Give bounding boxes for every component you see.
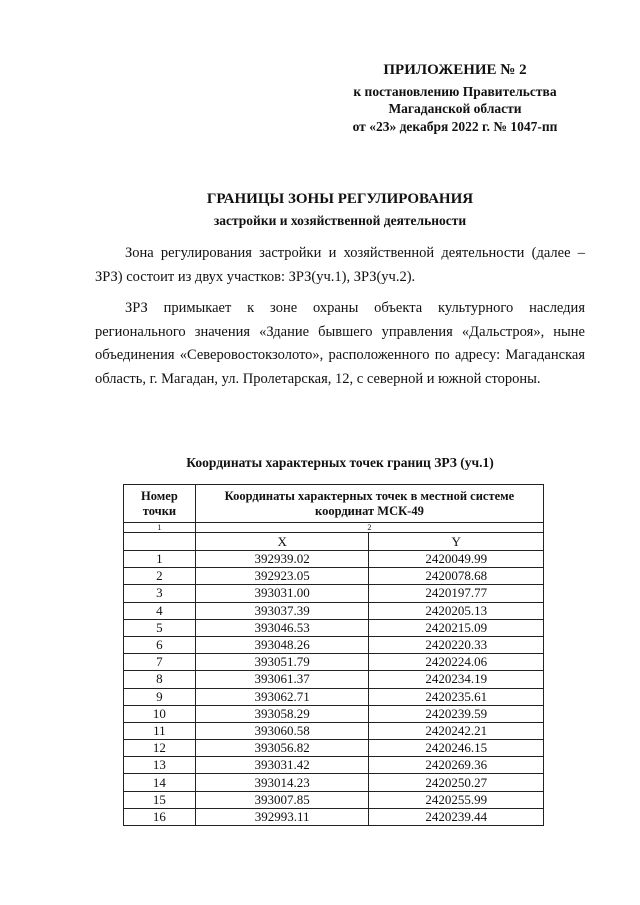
table-row <box>124 636 544 653</box>
column-number-1: 1 <box>124 523 196 533</box>
y-coordinate-cell: 2420269.36 <box>369 757 544 774</box>
appendix-line-2: Магаданской области <box>388 101 522 116</box>
table-header-row <box>124 485 544 523</box>
x-coordinate-cell: 393007.85 <box>195 791 369 808</box>
x-coordinate-cell: 393037.39 <box>195 602 369 619</box>
title-main: ГРАНИЦЫ ЗОНЫ РЕГУЛИРОВАНИЯ <box>206 191 474 207</box>
table-row <box>124 791 544 808</box>
y-coordinate-cell: 2420246.15 <box>369 740 544 757</box>
axis-x-label: X <box>195 533 369 551</box>
table-row <box>124 740 544 757</box>
y-coordinate-cell: 2420220.33 <box>369 636 544 653</box>
point-number-cell: 9 <box>124 688 196 705</box>
x-coordinate-cell: 393056.82 <box>195 740 369 757</box>
y-coordinate-cell: 2420205.13 <box>369 602 544 619</box>
y-coordinate-cell: 2420215.09 <box>369 619 544 636</box>
appendix-line-1: к постановлению Правительства <box>353 83 557 99</box>
table-row <box>124 585 544 602</box>
point-number-cell: 5 <box>124 619 196 636</box>
point-number-cell: 6 <box>124 636 196 653</box>
y-coordinate-cell: 2420239.44 <box>369 808 544 825</box>
point-number-cell: 16 <box>124 808 196 825</box>
x-coordinate-cell: 393031.42 <box>195 757 369 774</box>
y-coordinate-cell: 2420234.19 <box>369 671 544 688</box>
table-row <box>124 757 544 774</box>
y-coordinate-cell: 2420224.06 <box>369 654 544 671</box>
point-number-cell: 12 <box>124 740 196 757</box>
table-row <box>124 654 544 671</box>
x-coordinate-cell: 392993.11 <box>195 808 369 825</box>
point-number-cell: 10 <box>124 705 196 722</box>
paragraph-2: ЗРЗ примыкает к зоне охраны объекта культурного наследия регионального значения «Здание бывшего управления «Дальстроя», ныне объединения «Северовостокзолото», расположенного по адресу: Магаданская область, г. Магадан, ул. Пролетарская, 12, с северной и южной стороны. <box>95 300 585 387</box>
point-number-cell: 15 <box>124 791 196 808</box>
y-coordinate-cell: 2420242.21 <box>369 722 544 739</box>
x-coordinate-cell: 393058.29 <box>195 705 369 722</box>
table-row <box>124 808 544 825</box>
table-caption: Координаты характерных точек границ ЗРЗ (уч.1) <box>186 455 494 470</box>
axis-y-label: Y <box>369 533 544 551</box>
x-coordinate-cell: 393060.58 <box>195 722 369 739</box>
x-coordinate-cell: 393046.53 <box>195 619 369 636</box>
table-row <box>124 551 544 568</box>
appendix-block <box>320 62 590 135</box>
point-number-cell: 7 <box>124 654 196 671</box>
point-number-cell: 13 <box>124 757 196 774</box>
table-row <box>124 722 544 739</box>
point-number-cell: 11 <box>124 722 196 739</box>
y-coordinate-cell: 2420239.59 <box>369 705 544 722</box>
y-coordinate-cell: 2420235.61 <box>369 688 544 705</box>
table-row <box>124 619 544 636</box>
table-row <box>124 688 544 705</box>
column-number-2: 2 <box>195 523 543 533</box>
point-number-cell: 1 <box>124 551 196 568</box>
table-row <box>124 602 544 619</box>
table-row <box>124 671 544 688</box>
y-coordinate-cell: 2420250.27 <box>369 774 544 791</box>
header-point-number: Номер точки <box>124 485 196 523</box>
coordinates-table <box>123 484 544 826</box>
appendix-heading: ПРИЛОЖЕНИЕ № 2 <box>383 62 527 78</box>
body-text <box>95 242 585 399</box>
point-number-cell: 8 <box>124 671 196 688</box>
title-sub: застройки и хозяйственной деятельности <box>213 213 467 228</box>
point-number-cell: 4 <box>124 602 196 619</box>
point-number-cell: 14 <box>124 774 196 791</box>
x-coordinate-cell: 393051.79 <box>195 654 369 671</box>
table-row <box>124 568 544 585</box>
axes-blank-cell <box>124 533 196 551</box>
point-number-cell: 2 <box>124 568 196 585</box>
paragraph-1: Зона регулирования застройки и хозяйственной деятельности (далее – ЗРЗ) состоит из двух участков: ЗРЗ(уч.1), ЗРЗ(уч.2). <box>95 245 585 285</box>
axes-row <box>124 533 544 551</box>
x-coordinate-cell: 392939.02 <box>195 551 369 568</box>
x-coordinate-cell: 393031.00 <box>195 585 369 602</box>
y-coordinate-cell: 2420078.68 <box>369 568 544 585</box>
header-coordinates: Координаты характерных точек в местной системе координат МСК-49 <box>195 485 543 523</box>
y-coordinate-cell: 2420049.99 <box>369 551 544 568</box>
table-row <box>124 774 544 791</box>
x-coordinate-cell: 393062.71 <box>195 688 369 705</box>
x-coordinate-cell: 393061.37 <box>195 671 369 688</box>
y-coordinate-cell: 2420255.99 <box>369 791 544 808</box>
x-coordinate-cell: 393048.26 <box>195 636 369 653</box>
table-row <box>124 705 544 722</box>
document-title <box>95 190 585 230</box>
x-coordinate-cell: 392923.05 <box>195 568 369 585</box>
appendix-line-3: от «23» декабря 2022 г. № 1047-пп <box>352 118 558 134</box>
point-number-cell: 3 <box>124 585 196 602</box>
column-number-row <box>124 523 544 533</box>
y-coordinate-cell: 2420197.77 <box>369 585 544 602</box>
x-coordinate-cell: 393014.23 <box>195 774 369 791</box>
